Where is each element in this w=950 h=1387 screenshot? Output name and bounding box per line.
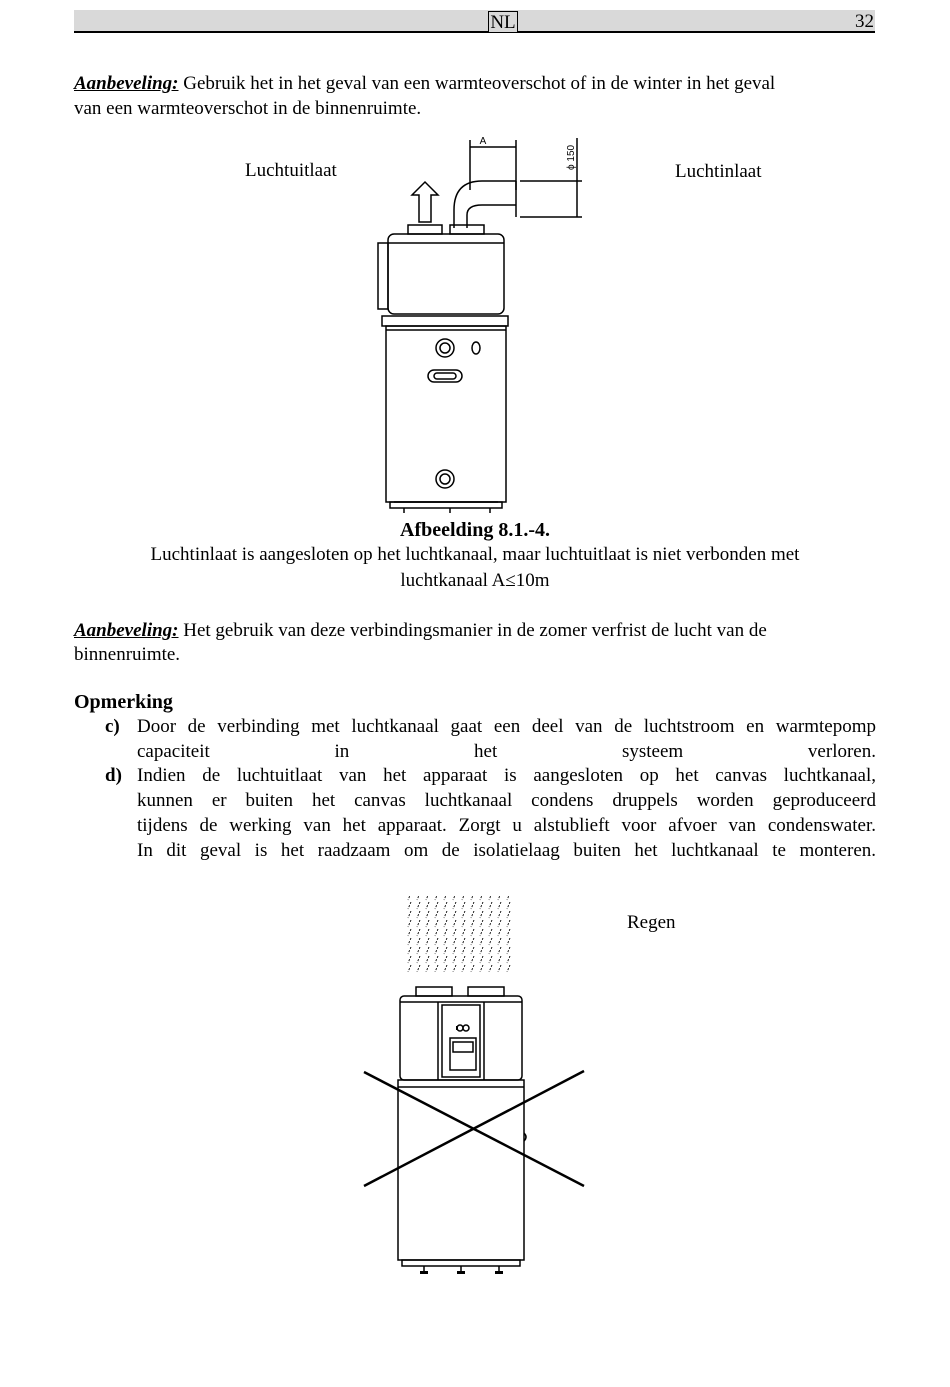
label-air-outlet: Luchtuitlaat bbox=[245, 160, 337, 181]
note-item-d bbox=[100, 764, 876, 864]
note-line: Door de verbinding met luchtkanaal gaat een deel van de luchtstroom en warmtepomp bbox=[137, 716, 876, 737]
note-line: Indien de luchtuitlaat van het apparaat is aangesloten op het canvas luchtkanaal, bbox=[137, 765, 876, 786]
note-line-last: In dit geval is het raadzaam om de isolatielaag buiten het luchtkanaal te monteren. bbox=[137, 840, 876, 861]
recommendation-text-line2: van een warmteoverschot in de binnenruimte. bbox=[74, 98, 422, 119]
figure-1-title: Afbeelding 8.1.-4. bbox=[400, 519, 550, 541]
heat-pump-duct-diagram bbox=[370, 130, 600, 515]
label-air-inlet: Luchtinlaat bbox=[675, 161, 762, 182]
note-item-c bbox=[100, 715, 876, 765]
note-marker: d) bbox=[105, 765, 122, 786]
note-line: kunnen er buiten het canvas luchtkanaal condens druppels worden geproduceerd bbox=[137, 790, 876, 811]
header-bar bbox=[74, 10, 875, 33]
recommendation-1 bbox=[74, 72, 875, 96]
note-marker: c) bbox=[105, 716, 120, 737]
note-title: Opmerking bbox=[74, 691, 173, 713]
figure-1-caption-line2: luchtkanaal A≤10m bbox=[400, 570, 550, 591]
recommendation-label: Aanbeveling: bbox=[74, 620, 179, 641]
rain-area bbox=[406, 896, 514, 972]
recommendation-text-line1: Gebruik het in het geval van een warmteoverschot of in de winter in het geval bbox=[183, 73, 776, 94]
recommendation-text-line2: binnenruimte. bbox=[74, 644, 181, 665]
language-badge: NL bbox=[488, 11, 518, 33]
note-line: tijdens de werking van het apparaat. Zorgt u alstublieft voor afvoer van condenswater. bbox=[137, 815, 876, 836]
note-line-last: capaciteit in het systeem verloren. bbox=[137, 741, 876, 762]
dimension-a-label: A bbox=[479, 136, 487, 147]
recommendation-label: Aanbeveling: bbox=[74, 73, 179, 94]
heat-pump-rain-diagram bbox=[360, 893, 590, 1283]
recommendation-2 bbox=[74, 619, 875, 643]
label-rain: Regen bbox=[627, 912, 676, 933]
figure-1-caption-line1: Luchtinlaat is aangesloten op het luchtkanaal, maar luchtuitlaat is niet verbonden met bbox=[150, 544, 800, 565]
page-number: 32 bbox=[855, 11, 874, 32]
recommendation-text-line1: Het gebruik van deze verbindingsmanier in de zomer verfrist de lucht van de bbox=[183, 620, 767, 641]
dimension-diameter-label: ϕ 150 bbox=[566, 144, 577, 170]
